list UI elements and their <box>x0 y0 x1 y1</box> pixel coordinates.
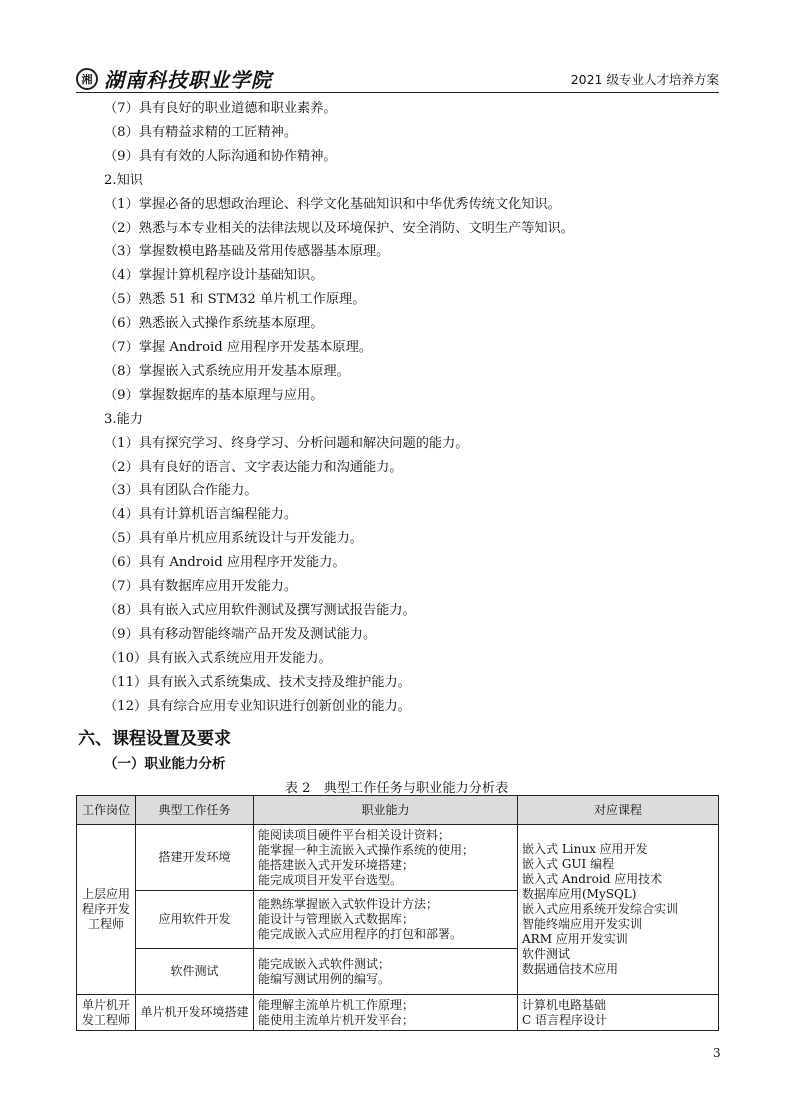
list-item: （2）具有良好的语言、文字表达能力和沟通能力。 <box>104 459 403 475</box>
list-item: （2）熟悉与本专业相关的法律法规以及环境保护、安全消防、文明生产等知识。 <box>104 220 574 236</box>
list-item: （5）熟悉 51 和 STM32 单片机工作原理。 <box>104 292 366 308</box>
course-item: 智能终端应用开发实训 <box>522 917 643 931</box>
course-item: ARM 应用开发实训 <box>522 932 628 946</box>
ability-item: 能完成嵌入式软件测试； <box>258 956 391 971</box>
ability-item: 能搭建嵌入式开发环境搭建； <box>258 857 415 872</box>
table-row <box>77 825 719 891</box>
list-item: （1）掌握必备的思想政治理论、科学文化基础知识和中华优秀传统文化知识。 <box>104 196 561 212</box>
document-title: 2021 级专业人才培养方案 <box>570 72 719 87</box>
list-item: （12）具有综合应用专业知识进行创新创业的能力。 <box>104 698 411 714</box>
list-item: （4）具有计算机语言编程能力。 <box>104 507 298 523</box>
list-item: （9）具有移动智能终端产品开发及测试能力。 <box>104 626 377 642</box>
post-cell: 单片机开发工程师 <box>77 995 136 1031</box>
table-row <box>77 995 719 1031</box>
list-item: （6）熟悉嵌入式操作系统基本原理。 <box>104 316 324 332</box>
course-item: 数据库应用(MySQL) <box>522 887 637 901</box>
table-caption: 表 2 典型工作任务与职业能力分析表 <box>284 781 509 796</box>
table-header-cell: 工作岗位 <box>77 796 136 825</box>
page-header <box>76 62 719 92</box>
task-cell: 单片机开发环境搭建 <box>136 995 254 1031</box>
course-item: 数据通信技术应用 <box>522 962 619 976</box>
course-cell <box>518 825 719 995</box>
list-item: （10）具有嵌入式系统应用开发能力。 <box>104 650 332 666</box>
task-cell: 搭建开发环境 <box>136 825 254 891</box>
list-item: （4）掌握计算机程序设计基础知识。 <box>104 268 324 284</box>
seal-icon: 湘 <box>76 68 98 90</box>
list-item: （7）具有良好的职业道德和职业素养。 <box>104 101 337 116</box>
course-item: 计算机电路基础 <box>522 997 607 1012</box>
course-item: C 语言程序设计 <box>522 1012 607 1027</box>
post-cell: 上层应用程序开发工程师 <box>77 825 136 995</box>
ability-item: 能理解主流单片机工作原理； <box>258 997 415 1012</box>
list-item: （7）具有数据库应用开发能力。 <box>104 579 298 594</box>
ability-cell <box>254 891 518 949</box>
ability-item: 能阅读项目硬件平台相关设计资料； <box>258 827 451 842</box>
course-item: 嵌入式 Android 应用技术 <box>522 872 663 886</box>
list-item: （9）具有有效的人际沟通和协作精神。 <box>104 148 337 164</box>
list-item: （3）掌握数模电路基础及常用传感器基本原理。 <box>104 244 390 260</box>
ability-cell <box>254 825 518 891</box>
list-item: （8）掌握嵌入式系统应用开发基本原理。 <box>104 363 350 379</box>
task-cell: 应用软件开发 <box>136 891 254 949</box>
list-item: （8）具有精益求精的工匠精神。 <box>104 124 298 140</box>
subsection-heading: （一）职业能力分析 <box>104 756 226 772</box>
ability-item: 能掌握一种主流嵌入式操作系统的使用； <box>258 842 475 857</box>
course-cell <box>518 995 719 1031</box>
school-name: 湖南科技职业学院 <box>104 68 272 92</box>
course-item: 嵌入式 GUI 编程 <box>522 857 615 871</box>
category-heading: 2.知识 <box>104 172 143 188</box>
list-item: （6）具有 Android 应用程序开发能力。 <box>104 555 346 571</box>
course-item: 软件测试 <box>522 947 571 961</box>
table-header-cell: 对应课程 <box>518 796 719 825</box>
header-divider <box>76 92 719 93</box>
list-item: （9）掌握数据库的基本原理与应用。 <box>104 387 324 403</box>
table-header-row <box>77 796 719 825</box>
category-heading: 3.能力 <box>104 411 143 427</box>
ability-item: 能完成嵌入式应用程序的打包和部署。 <box>258 927 463 941</box>
ability-item: 能设计与管理嵌入式数据库； <box>258 912 415 926</box>
page-number: 3 <box>713 1046 721 1060</box>
table-header-cell: 职业能力 <box>254 796 518 825</box>
table-header-cell: 典型工作任务 <box>136 796 254 825</box>
school-logo <box>76 64 272 93</box>
ability-cell <box>254 995 518 1031</box>
ability-cell <box>254 949 518 995</box>
course-item: 嵌入式应用系统开发综合实训 <box>522 902 679 916</box>
list-item: （5）具有单片机应用系统设计与开发能力。 <box>104 531 363 547</box>
list-item: （1）具有探究学习、终身学习、分析问题和解决问题的能力。 <box>104 435 469 451</box>
course-item: 嵌入式 Linux 应用开发 <box>522 842 648 856</box>
list-item: （7）掌握 Android 应用程序开发基本原理。 <box>104 340 372 355</box>
list-item: （3）具有团队合作能力。 <box>104 483 258 499</box>
ability-item: 能使用主流单片机开发平台； <box>258 1012 415 1027</box>
section-heading: 六、课程设置及要求 <box>78 729 231 749</box>
ability-item: 能编写测试用例的编写。 <box>258 971 391 986</box>
list-item: （11）具有嵌入式系统集成、技术支持及维护能力。 <box>104 674 411 690</box>
list-item: （8）具有嵌入式应用软件测试及撰写测试报告能力。 <box>104 602 416 618</box>
ability-item: 能完成项目开发平台选型。 <box>258 872 403 887</box>
task-cell: 软件测试 <box>136 949 254 995</box>
job-ability-table <box>76 795 719 1031</box>
ability-item: 能熟练掌握嵌入式软件设计方法； <box>258 897 439 911</box>
